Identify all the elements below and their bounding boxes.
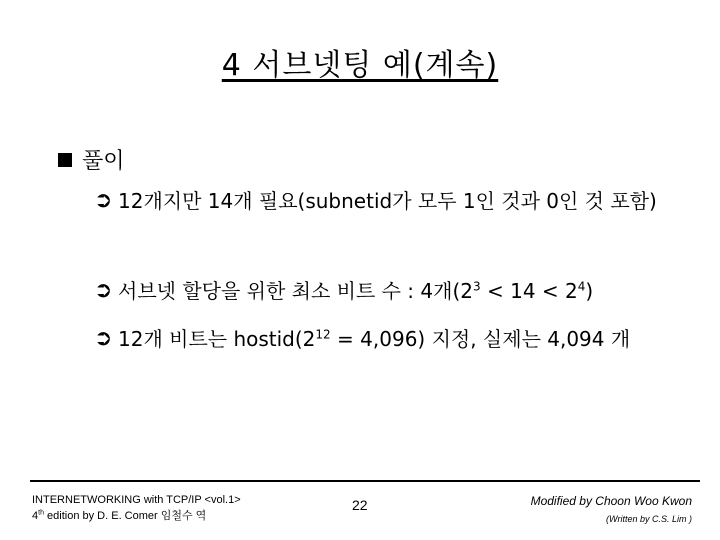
slide-title: 4 서브넷팅 예(계속) [221,48,499,83]
circled-arrow-icon: ➲ [94,278,113,303]
footer-credits [32,492,241,524]
footer-divider [30,480,700,482]
footer-book-title: INTERNETWORKING with TCP/IP <vol.1> [32,494,241,506]
list-item-text: 12개지만 14개 필요(subnetid가 모두 1인 것과 0인 것 포함) [118,189,657,213]
list-item-text [118,270,678,312]
edition-number: 4 [32,510,39,522]
text-post: = 4,096) 지정, 실제는 4,094 개 [330,327,631,351]
circled-arrow-icon: ➲ [94,326,113,351]
modified-by: Modified by Choon Woo Kwon [530,494,692,508]
footer-author [531,492,692,526]
page-number: 22 [352,497,368,513]
footer-edition [32,508,241,524]
text-post: ) [585,279,594,303]
main-bullet [58,144,125,175]
list-item-text [118,318,678,360]
written-by: (Written by C.S. Lim ) [605,514,692,524]
list-item [94,318,678,360]
square-bullet-icon [58,153,72,167]
text-pre: 12개 비트는 hostid(2 [118,327,316,351]
text-mid: < 14 < 2 [480,279,578,303]
edition-text: edition by D. E. Comer 임철수 역 [43,510,207,522]
superscript: 3 [472,279,481,294]
superscript: 12 [315,327,331,342]
text-pre: 서브넷 할당을 위한 최소 비트 수 : 4개(2 [118,279,473,303]
list-item [94,270,678,312]
list-item [94,180,678,222]
superscript: 4 [577,279,586,294]
circled-arrow-icon: ➲ [94,188,113,213]
main-bullet-label: 풀이 [82,149,125,174]
edition-suffix: th [38,509,44,517]
